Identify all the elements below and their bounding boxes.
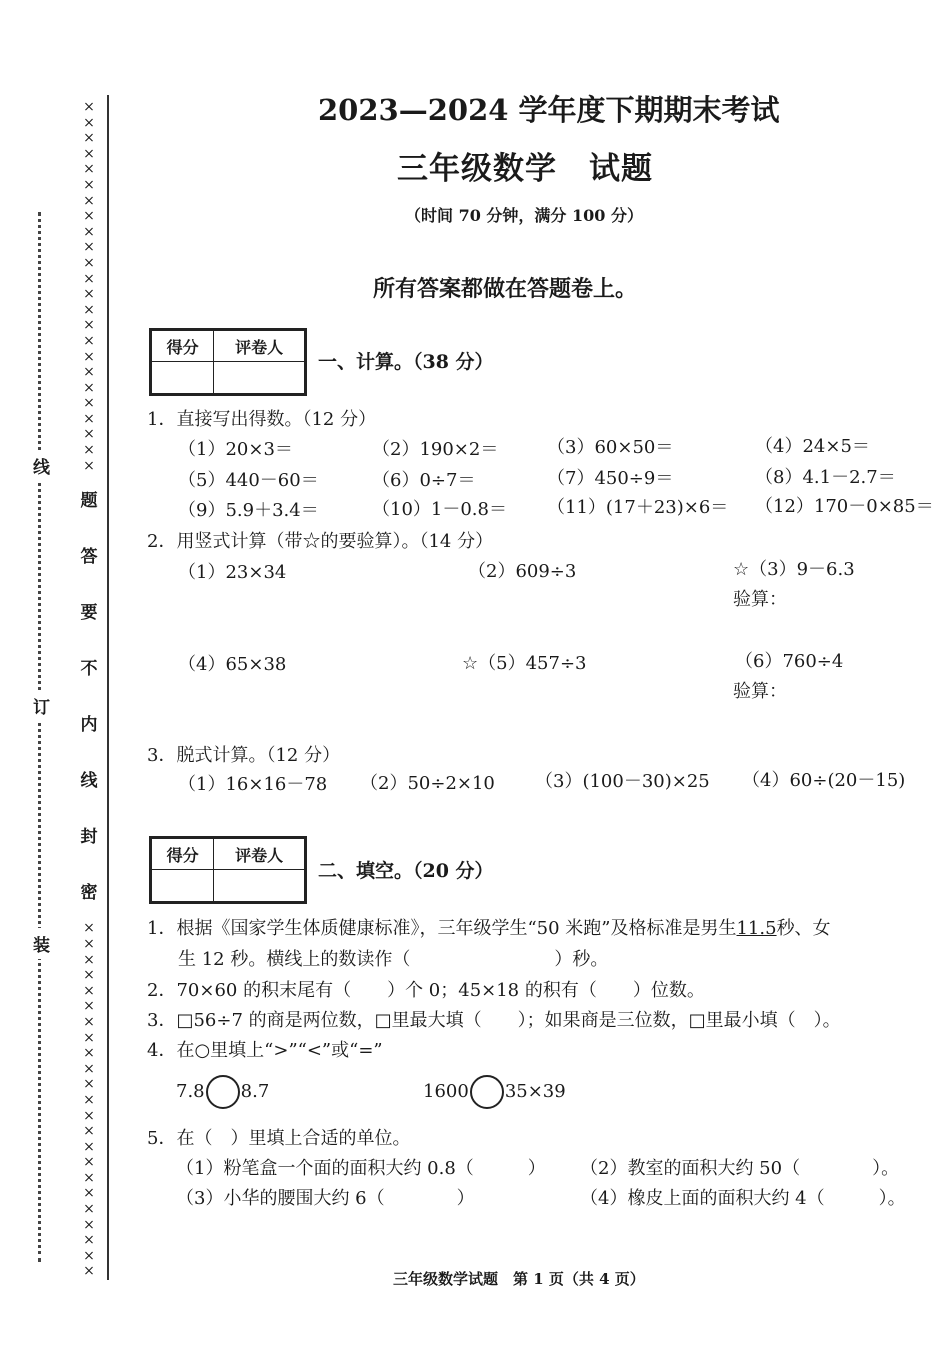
binding-warning-column: × × × × × × × × × × × × × × × × × × × × × × × × 题 答 要 不 内 线 封 密 × × × × × × × × × × × × × × × × × × × × × × × — [80, 99, 98, 1280]
compare-right: 8.7 — [240, 1081, 270, 1102]
score-label: 得分 — [152, 331, 214, 362]
fill-q1-line1 — [147, 914, 831, 940]
calc-item: （8）4.1－2.7＝ — [755, 467, 896, 488]
calc-item: （12）170－0×85＝ — [755, 496, 934, 517]
mixed-calc-item: （2）50÷2×10 — [360, 773, 495, 794]
fill-q1-text-a: 1．根据《国家学生体质健康标准》，三年级学生“50 米跑”及格标准是男生 — [147, 918, 737, 939]
fill-q3: 3．□56÷7 的商是两位数，□里最大填（ ）；如果商是三位数，□里最小填（ ）。 — [147, 1010, 841, 1031]
calc-item: （11）(17＋23)×6＝ — [547, 497, 729, 518]
mixed-calc-item: （4）60÷(20－15) — [742, 770, 906, 791]
q1-3-title: 3．脱式计算。（12 分） — [147, 745, 341, 766]
binding-char-order: 订 — [33, 690, 50, 721]
warn-char-7: 封 — [80, 826, 98, 847]
compare-circle[interactable] — [206, 1075, 240, 1109]
binding-rule — [107, 95, 109, 1280]
exam-time-note: （时间 70 分钟，满分 100 分） — [405, 206, 643, 225]
check-label: 验算： — [733, 589, 787, 610]
compare-item-2 — [423, 1075, 566, 1109]
warn-char-1: 题 — [80, 491, 98, 512]
grader-cell[interactable] — [214, 870, 305, 902]
check-label: 验算： — [733, 681, 787, 702]
vertical-calc-item: （4）65×38 — [178, 654, 287, 675]
binding-char-line: 线 — [33, 450, 50, 481]
calc-item: （2）190×2＝ — [372, 439, 499, 460]
binding-char-bind: 装 — [33, 928, 50, 959]
calc-item: （4）24×5＝ — [755, 436, 870, 457]
score-cell[interactable] — [152, 362, 214, 394]
compare-item-1 — [176, 1075, 269, 1109]
section-1-title: 一、计算。（38 分） — [318, 351, 494, 373]
q1-2-title: 2．用竖式计算（带☆的要验算）。（14 分） — [147, 531, 494, 552]
calc-item: （6）0÷7＝ — [372, 470, 476, 491]
compare-right: 35×39 — [504, 1081, 566, 1102]
warn-char-8: 密 — [80, 882, 98, 903]
exam-subtitle: 三年级数学 试题 — [397, 151, 653, 187]
compare-left: 1600 — [423, 1081, 469, 1102]
compare-left: 7.8 — [176, 1081, 205, 1102]
grader-cell[interactable] — [214, 362, 305, 394]
vertical-calc-item: ☆（3）9－6.3 — [733, 559, 855, 580]
exam-title: 2023—2024 学年度下期期末考试 — [318, 93, 780, 127]
calc-item: （1）20×3＝ — [178, 439, 293, 460]
compare-circle[interactable] — [470, 1075, 504, 1109]
calc-item: （7）450÷9＝ — [547, 468, 674, 489]
fill-q2: 2．70×60 的积末尾有（ ）个 0；45×18 的积有（ ）位数。 — [147, 980, 705, 1001]
answer-instruction: 所有答案都做在答题卷上。 — [373, 276, 638, 302]
calc-item: （3）60×50＝ — [547, 437, 674, 458]
fill-q1-line2: 生 12 秒。横线上的数读作（ ）秒。 — [178, 949, 609, 970]
mixed-calc-item: （1）16×16－78 — [178, 774, 328, 795]
binding-dotted-line — [38, 212, 41, 1262]
mixed-calc-item: （3）(100－30)×25 — [535, 771, 710, 792]
unit-item: （2）教室的面积大约 50（ ）。 — [580, 1158, 900, 1179]
fill-q4: 4．在○里填上“>”“<”或“=” — [147, 1040, 383, 1061]
page-footer: 三年级数学试题 第 1 页（共 4 页） — [393, 1270, 645, 1288]
unit-item: （4）橡皮上面的面积大约 4（ ）。 — [580, 1188, 906, 1209]
vertical-calc-item: （2）609÷3 — [468, 561, 577, 582]
fill-q5: 5．在（ ）里填上合适的单位。 — [147, 1128, 411, 1149]
score-label: 得分 — [152, 839, 214, 870]
section-2-title: 二、填空。（20 分） — [318, 860, 494, 882]
score-box-1 — [149, 328, 307, 396]
vertical-calc-item: （1）23×34 — [178, 562, 287, 583]
warn-char-3: 要 — [80, 603, 98, 624]
score-cell[interactable] — [152, 870, 214, 902]
fill-q1-number: 11.5 — [736, 918, 777, 939]
warn-char-4: 不 — [80, 659, 98, 680]
grader-label: 评卷人 — [214, 331, 305, 362]
unit-item: （1）粉笔盒一个面的面积大约 0.8（ ） — [176, 1158, 546, 1179]
grader-label: 评卷人 — [214, 839, 305, 870]
calc-item: （9）5.9＋3.4＝ — [178, 500, 319, 521]
warn-char-6: 线 — [80, 770, 98, 791]
score-box-2 — [149, 836, 307, 904]
fill-q1-text-b: 秒、女 — [776, 918, 831, 939]
warn-char-5: 内 — [80, 714, 98, 735]
calc-item: （10）1－0.8＝ — [372, 499, 507, 520]
q1-1-title: 1．直接写出得数。（12 分） — [147, 409, 377, 430]
vertical-calc-item: ☆（5）457÷3 — [462, 653, 587, 674]
unit-item: （3）小华的腰围大约 6（ ） — [176, 1188, 475, 1209]
calc-item: （5）440－60＝ — [178, 470, 319, 491]
vertical-calc-item: （6）760÷4 — [735, 651, 844, 672]
warn-char-2: 答 — [80, 547, 98, 568]
